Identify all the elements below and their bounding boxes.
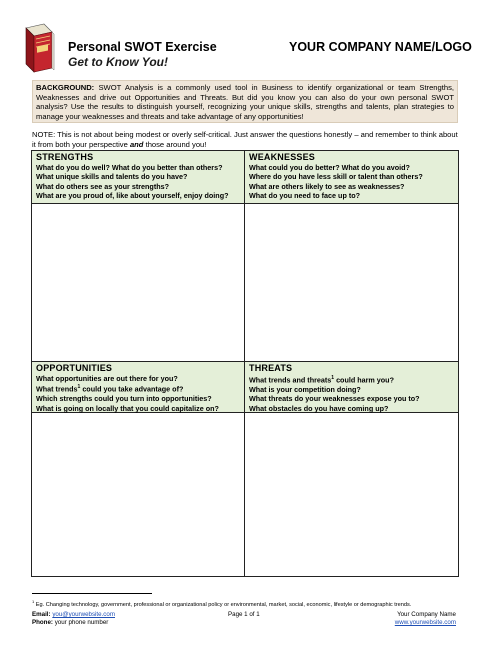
book-icon xyxy=(22,22,56,74)
note-text-end: those around you! xyxy=(145,140,207,149)
background-box xyxy=(32,80,458,123)
threats-question: What is your competition doing? xyxy=(249,384,361,394)
footer-company: Your Company Name xyxy=(397,611,456,618)
opportunities-question: What opportunities are out there for you? xyxy=(36,374,178,383)
note-text: NOTE: This is not about being modest or overly self-critical. Just answer the questions honestly – and remember to think about it from both your perspective xyxy=(32,130,458,149)
email-label: Email: xyxy=(32,611,51,618)
threats-title: THREATS xyxy=(249,363,293,373)
strengths-question: What are you proud of, like about yourself, enjoy doing? xyxy=(36,191,229,201)
page-number: Page 1 of 1 xyxy=(228,611,260,618)
background-text: SWOT Analysis is a commonly used tool in Business to identify organizational or team Strengths, Weaknesses and drive out Opportunities and Threats. But did you know you can also do your own personal SWOT analysis? Use the results to distinguish yourself, recognizing your unique skills, strengths and talents, plan strategies to manage your weaknesses and threats and take advantage of any opportunities! xyxy=(36,83,454,122)
footer-email xyxy=(32,611,115,619)
weaknesses-question: What are others likely to see as weaknesses? xyxy=(249,181,405,191)
email-link[interactable]: you@yourwebsite.com xyxy=(52,611,115,618)
weaknesses-question: What could you do better? What do you avoid? xyxy=(249,163,410,172)
page-subtitle: Get to Know You! xyxy=(68,55,168,69)
threats-header xyxy=(245,362,458,413)
phone-value: your phone number xyxy=(54,619,109,626)
page-title: Personal SWOT Exercise xyxy=(68,40,217,54)
threats-question xyxy=(249,374,454,385)
footnote xyxy=(32,599,411,608)
opportunities-header xyxy=(32,362,244,413)
threats-question: What threats do your weaknesses expose you to? xyxy=(249,394,420,404)
note xyxy=(32,130,458,150)
threats-question: What obstacles do you have coming up? xyxy=(249,403,389,413)
opportunities-title: OPPORTUNITIES xyxy=(36,363,113,373)
opportunities-question xyxy=(36,383,240,394)
strengths-title: STRENGTHS xyxy=(36,152,94,162)
weaknesses-header xyxy=(245,151,458,204)
weaknesses-title: WEAKNESSES xyxy=(249,152,316,162)
footnote-mark: 1 xyxy=(77,384,81,391)
threats-question-start: What trends and threats xyxy=(249,375,332,385)
strengths-header xyxy=(32,151,244,204)
footnote-text: Eg. Changing technology, government, professional or organizational policy or environmental, market, social, economic, lifestyle or demographic trends. xyxy=(35,601,412,608)
opportunities-question: Which strengths could you turn into opportunities? xyxy=(36,394,212,404)
footnote-mark: 1 xyxy=(32,599,35,604)
footer-phone xyxy=(32,619,108,627)
phone-label: Phone: xyxy=(32,619,53,626)
opportunities-question: What is going on locally that you could capitalize on? xyxy=(36,403,219,413)
footnote-mark: 1 xyxy=(331,375,335,381)
weaknesses-question: Where do you have less skill or talent than others? xyxy=(249,172,423,182)
strengths-question: What do you do well? What do you better than others? xyxy=(36,163,223,172)
opportunities-question-end: could you take advantage of? xyxy=(82,384,184,394)
strengths-question: What do others see as your strengths? xyxy=(36,181,169,191)
footnote-divider xyxy=(32,593,152,594)
threats-question-end: could harm you? xyxy=(336,375,394,385)
company-name: YOUR COMPANY NAME/LOGO xyxy=(289,40,472,54)
website-link[interactable]: www.yourwebsite.com xyxy=(394,619,456,626)
weaknesses-question: What do you need to face up to? xyxy=(249,191,361,201)
strengths-question: What unique skills and talents do you have? xyxy=(36,172,188,182)
note-emphasis: and xyxy=(129,140,144,149)
background-label: BACKGROUND: xyxy=(36,83,95,92)
opportunities-question-start: What trends xyxy=(36,384,78,394)
